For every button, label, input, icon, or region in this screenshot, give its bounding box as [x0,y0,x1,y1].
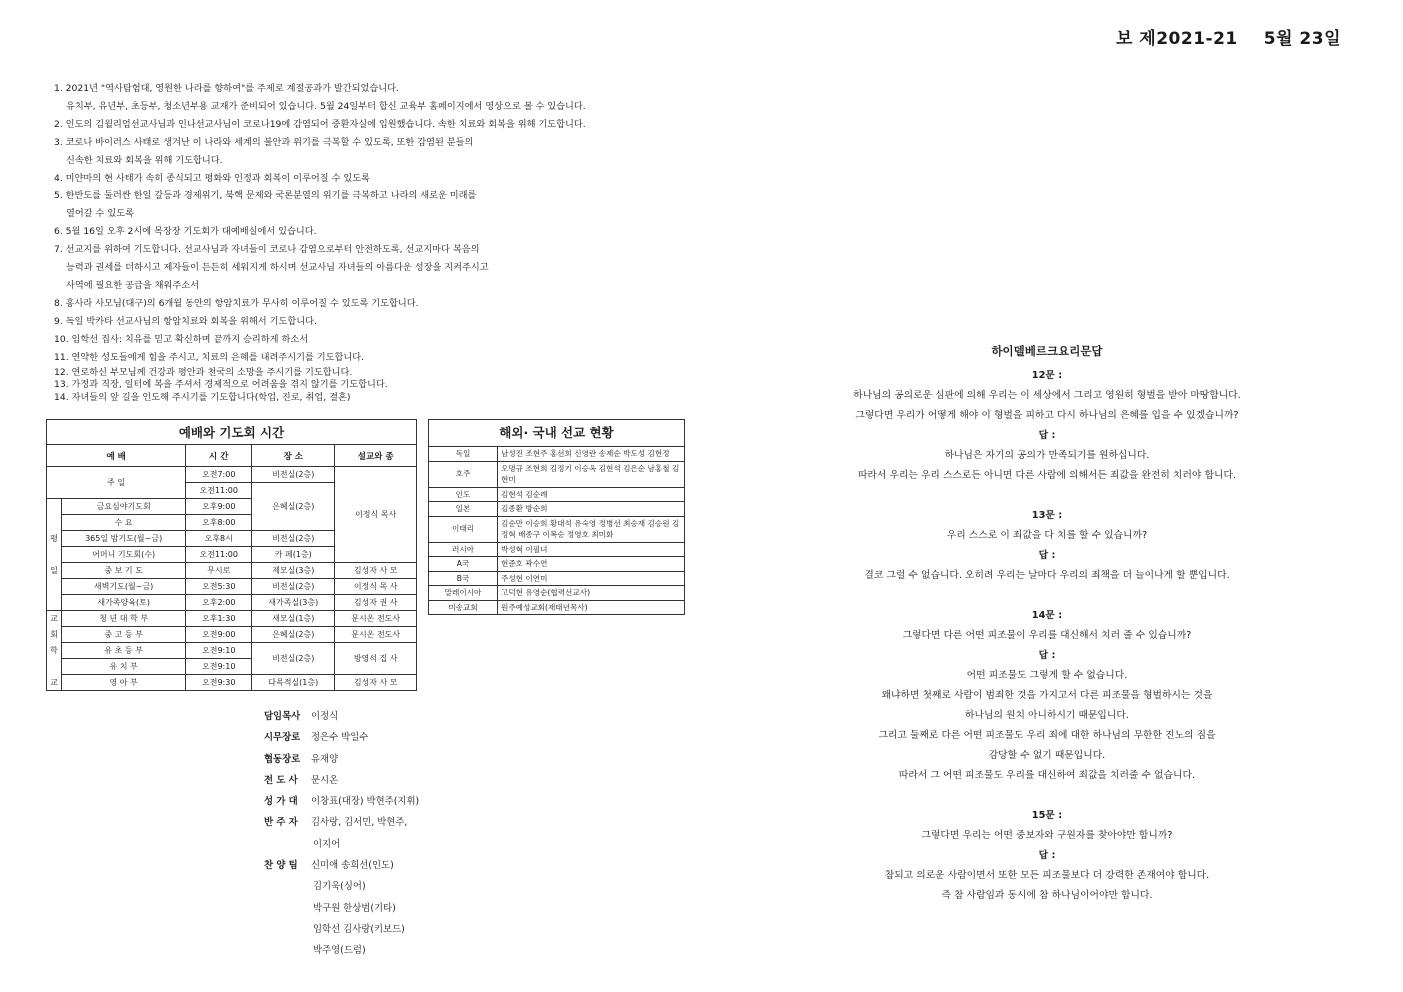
schedule-header: 시 간 [186,445,252,467]
announcement-line: 8. 홍사라 사모님(대구)의 6개월 동안의 항암치료가 무사히 이루어질 수 있도록 기도합니다. [54,297,419,309]
mission-status-table [428,419,685,615]
announcement-line: 열어갈 수 있도록 [66,208,134,220]
question-label: 12문 : [1031,370,1063,381]
table-row: 일본 김종환 방순희 [429,502,685,517]
list-item: 담임목사 이정식 [264,711,339,722]
question-label: 15문 : [1031,810,1063,821]
list-item: 반 주 자 김사랑, 김서민, 박현주, [264,817,408,829]
question-text: 그렇다면 다른 어떤 피조물이 우리를 대신해서 치러 줄 수 있습니까? [902,630,1192,641]
list-item: 협동장로 유재양 [264,753,339,765]
announcements-list [54,80,694,404]
list-item: 전 도 사 문시온 [264,774,339,786]
answer-text: 즉 참 사람임과 동시에 참 하나님이어야만 합니다. [941,890,1153,901]
table-row: 학 유 초 등 부 오전9:10 비전실(2층) 방영석 집 사 [47,643,417,659]
answer-label: 답 : [1038,650,1056,661]
announcement-line: 9. 독일 박카타 선교사님의 항암치료와 회복을 위해서 기도합니다. [54,315,317,327]
table-row: 새가족양육(토) 오후2:00 새가족실(3층) 김성자 권 사 [47,595,417,611]
answer-label: 답 : [1038,550,1056,561]
announcement-line: 5. 한반도를 둘러싼 한일 갈등과 경제위기, 북핵 문제와 국론분열의 위기를 극복하고 나라의 새로운 미래를 [54,190,477,202]
catechism-section [780,343,1314,906]
table-row: 말레이시아 고덕현 유영순(협력선교사) [429,586,685,601]
list-item: 찬 양 팀 신미애 송희선(인도) [264,860,394,872]
table-row: 주 일 오전7:00 비전실(2층) 이정식 목사 [47,467,417,483]
table-row: 이태리 김순만 이승희 황대석 유숙영 정병선 최승재 김승원 김정혁 배종구 이복승 정영호 최미화 [429,516,685,542]
announcement-line: 3. 코로나 바이러스 사태로 생겨난 이 나라와 세계의 불안과 위기를 극복할 수 있도록, 또한 감염된 분들의 [54,136,474,148]
question-text: 하나님의 공의로운 심판에 의해 우리는 이 세상에서 그리고 영원히 형벌을 받아 마땅합니다. [853,390,1241,401]
list-item: 이지어 [313,838,341,850]
list-item: 시무장로 정은수 박일수 [264,732,369,744]
question-text: 그렇다면 우리는 어떤 중보자와 구원자를 찾아야만 합니까? [921,830,1173,841]
table-row: 어머니 기도회(수) 오전11:00 카 페(1층) [47,547,417,563]
question-text: 그렇다면 우리가 어떻게 해야 이 형벌을 피하고 다시 하나님의 은혜를 입을 수 있겠습니까? [855,410,1239,421]
table-row: 오전11:00 은혜실(2층) [47,483,417,499]
table-row: 유 치 부 오전9:10 [47,659,417,675]
question-label: 14문 : [1031,610,1063,621]
schedule-title: 예배와 기도회 시간 [47,420,417,445]
announcement-line: 14. 자녀들의 앞 길을 인도해 주시기를 기도합니다(학업, 진로, 취업, 결혼) [54,391,351,403]
question-text: 우리 스스로 이 죄값을 다 치를 할 수 있습니까? [946,530,1148,541]
list-item: 임학선 김사랑(키보드) [313,923,405,935]
announcement-line: 7. 선교지를 위하여 기도합니다. 선교사님과 자녀들이 코로나 감염으로부터 안전하도록, 선교지마다 복음의 [54,244,480,256]
list-item: 김기욱(싱어) [313,881,366,893]
announcement-line: 6. 5월 16일 오후 2시에 목장장 기도회가 대예배실에서 있습니다. [54,226,317,238]
table-row: 교 영 아 부 오전9:30 다목적실(1층) 김성자 사 모 [47,675,417,691]
mission-title: 해외· 국내 선교 현황 [429,420,685,447]
table-row: 회 중 고 등 부 오전9:00 은혜실(2층) 문시온 전도사 [47,627,417,643]
table-row: 러시아 박성혁 이필녀 [429,542,685,557]
schedule-header: 설교와 종 [335,445,417,467]
announcement-line: 사역에 필요한 공급을 채워주소서 [66,279,200,291]
table-row: 독일 남성진 조현주 홍선희 신영란 송제순 박도성 김현정 [429,447,685,462]
table-row: 교 청 년 대 학 부 오후1:30 새모실(1층) 문시온 전도사 [47,611,417,627]
table-row: 수 요 오후8:00 [47,515,417,531]
announcement-line: 10. 임학선 집사: 치유를 믿고 확신하며 끝까지 승리하게 하소서 [54,333,309,345]
table-row: 금요심야기도회 오후9:00 [47,499,417,515]
table-row: 인도 김현석 김순례 [429,487,685,502]
answer-text: 하나님의 원치 아니하시기 때문입니다. [965,710,1129,721]
announcement-line: 1. 2021년 "역사탐험대, 영원한 나라를 향하여"를 주제로 계절공과가 발간되었습니다. [54,83,399,94]
table-row: 새벽기도(월~금) 오전5:30 비전실(2층) 이정식 목 사 [47,579,417,595]
answer-text: 따라서 우리는 우리 스스로든 아니면 다른 사람에 의해서든 죄값을 완전히 치러야 합니다. [857,470,1237,481]
schedule-header: 예 배 [47,445,186,467]
answer-text: 감당할 수 없기 때문입니다. [988,750,1106,761]
schedule-header: 장 소 [252,445,335,467]
announcement-line: 능력과 권세를 더하시고 제자들이 든든히 세워지게 하시며 선교사님 자녀들의 아름다운 성장을 지켜주시고 [66,262,489,274]
answer-text: 어떤 피조물도 그렇게 할 수 없습니다. [966,670,1128,681]
list-item: 박주영(드럼) [313,945,366,957]
announcement-line: 신속한 치료와 회복을 위해 기도합니다. [66,154,223,166]
list-item: 성 가 대 이창표(대장) 박현주(지휘) [264,796,420,808]
answer-text: 결코 그럴 수 없습니다. 오히려 우리는 날마다 우리의 죄책을 더 늘이나게 할 뿐입니다. [864,570,1230,581]
staff-list [264,706,419,962]
table-row: A국 현준호 곽수연 [429,557,685,572]
issue-date: 5월 23일 [1263,29,1341,49]
worship-schedule-table [46,419,417,691]
answer-text: 그리고 둘째로 다른 어떤 피조물도 우리 죄에 대한 하나님의 무한한 진노의 짐을 [878,730,1216,741]
answer-text: 참되고 의로운 사람이면서 또한 모든 피조물보다 더 강력한 존재여야 합니다. [884,870,1210,881]
announcement-line: 4. 미얀마의 현 사태가 속히 종식되고 평화와 인정과 회복이 이루어질 수 있도록 [54,172,371,184]
answer-text: 하나님은 자기의 공의가 만족되기를 원하십니다. [944,450,1150,461]
answer-label: 답 : [1038,850,1056,861]
announcement-line: 13. 가정과 직장, 일터에 복을 주셔서 경제적으로 어려움을 겪지 않기를 기도합니다. [54,379,388,390]
announcement-line: 11. 연약한 성도들에게 힘을 주시고, 치료의 은혜를 내려주시기를 기도합니다. [54,351,365,363]
bulletin-header [1116,24,1341,49]
announcement-line: 2. 인도의 김윌리엄선교사님과 인나선교사님이 코로나19에 감염되어 중환자실에 입원했습니다. 속한 치료와 회복을 위해 기도합니다. [54,118,586,130]
table-row: 일 중 보 기 도 무시로 제모실(3층) 김성자 사 모 [47,563,417,579]
answer-label: 답 : [1038,430,1056,441]
issue-number: 보 제2021-21 [1115,29,1238,49]
announcement-line: 12. 연로하신 부모님께 건강과 평안과 천국의 소망을 주시기를 기도합니다. [54,366,353,378]
question-label: 13문 : [1031,510,1063,521]
answer-text: 따라서 그 어떤 피조물도 우리를 대신하여 죄값을 치러줄 수 없습니다. [898,770,1196,781]
table-row: 미송교회 원주예성교회(재태년목사) [429,600,685,615]
table-row: 평 365일 밤기도(월~금) 오후8시 비전실(2층) [47,531,417,547]
announcement-line: 유치부, 유년부, 초등부, 청소년부용 교재가 준비되어 있습니다. 5월 24일부터 합신 교육부 홈페이지에서 영상으로 볼 수 있습니다. [66,100,586,112]
table-row: 호주 오명규 조현희 김정기 이승옥 김현석 김은순 남홍철 김현미 [429,461,685,487]
answer-text: 왜냐하면 첫째로 사람이 범죄한 것을 가지고서 다른 피조물을 형벌하시는 것을 [881,690,1213,701]
list-item: 박구원 한상범(기타) [313,902,396,914]
catechism-title: 하이델베르크요리문답 [991,344,1103,358]
table-row: B국 주성현 이연미 [429,571,685,586]
